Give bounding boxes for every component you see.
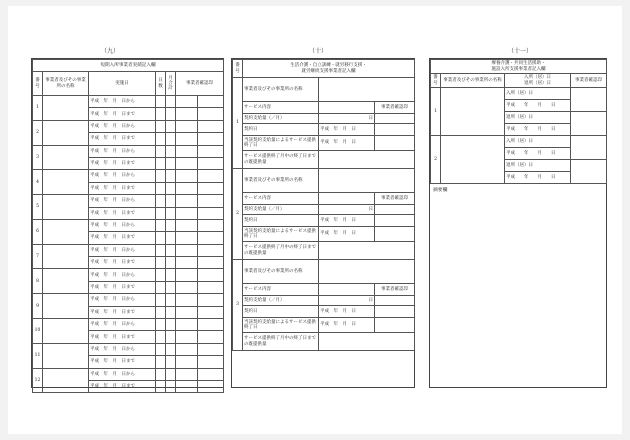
table-row	[33, 219, 224, 231]
panel-c-frame	[429, 58, 607, 388]
field-label-volume: 契約支給量（／月）	[243, 114, 319, 124]
table-row	[33, 319, 224, 331]
confirm-cell-a[interactable]	[176, 356, 198, 368]
table-row	[233, 169, 415, 193]
confirm-cell-a[interactable]	[176, 219, 198, 231]
provider-name-cell[interactable]	[43, 145, 89, 170]
table-row	[33, 244, 224, 256]
days-cell[interactable]	[156, 380, 166, 392]
days-cell[interactable]	[156, 133, 166, 145]
monthly-total-cell[interactable]	[166, 368, 176, 380]
start-date-cell[interactable]: 平成 年 月 日から	[89, 219, 156, 231]
end-date-cell[interactable]: 平成 年 月 日まで	[89, 380, 156, 392]
confirm-cell-b[interactable]	[198, 257, 224, 269]
confirm-cell-b[interactable]	[198, 356, 224, 368]
confirm-cell[interactable]	[375, 114, 415, 124]
confirm-cell-a[interactable]	[176, 368, 198, 380]
field-label-name: 事業者及びその事業所の名称	[243, 260, 319, 284]
confirm-cell-b[interactable]	[198, 219, 224, 231]
confirm-cell-a[interactable]	[176, 380, 198, 392]
col-days-header: 日数	[156, 72, 166, 96]
confirm-cell-b[interactable]	[198, 182, 224, 194]
provider-name-cell[interactable]	[43, 269, 89, 294]
panel-a-frame	[31, 58, 224, 388]
confirm-cell-a[interactable]	[176, 207, 198, 219]
start-date-cell[interactable]: 平成 年 月 日から	[89, 343, 156, 355]
service-cell[interactable]	[319, 102, 375, 114]
days-cell[interactable]	[156, 269, 166, 281]
table-row	[233, 284, 415, 296]
confirm-cell-b[interactable]	[198, 269, 224, 281]
memo-label: 摘要欄	[433, 188, 448, 193]
table-row	[233, 242, 415, 260]
table-row	[33, 343, 224, 355]
provider-name-cell[interactable]	[319, 78, 415, 102]
volume-cell[interactable]: 日	[319, 205, 375, 215]
days-cell[interactable]	[156, 157, 166, 169]
start-date-cell[interactable]: 平成 年 月 日から	[89, 294, 156, 306]
end-date-cell[interactable]: 平成 年 月 日まで	[89, 257, 156, 269]
monthly-total-cell[interactable]	[166, 182, 176, 194]
confirm-cell[interactable]	[375, 296, 415, 306]
confirm-cell-a[interactable]	[176, 306, 198, 318]
end-date-cell[interactable]: 平成 年 月 日まで	[89, 281, 156, 293]
document-sheet	[8, 6, 622, 434]
col-confirm-header: 事業者確認印	[176, 72, 224, 96]
confirm-cell[interactable]: 事業者確認印	[375, 102, 415, 114]
days-cell[interactable]	[156, 281, 166, 293]
row-number: 1	[431, 88, 441, 136]
admission-label[interactable]: 入所（居）日	[505, 136, 571, 148]
provider-name-cell[interactable]	[319, 169, 415, 193]
confirm-cell[interactable]	[375, 205, 415, 215]
end-date-cell[interactable]: 平成 年 月 日まで	[89, 182, 156, 194]
table-row	[233, 136, 415, 151]
days-cell[interactable]	[156, 120, 166, 132]
start-date-cell[interactable]: 平成 年 月 日から	[89, 368, 156, 380]
table-row	[33, 145, 224, 157]
remaining-volume-cell[interactable]	[319, 242, 415, 260]
row-number: 10	[33, 319, 43, 344]
row-number: 5	[33, 195, 43, 220]
table-row	[233, 193, 415, 205]
row-number: 2	[233, 169, 243, 260]
table-row	[33, 120, 224, 132]
date-cell[interactable]: 平成 年 月 日	[319, 215, 375, 227]
confirm-cell-b[interactable]	[198, 343, 224, 355]
provider-name-cell[interactable]	[43, 244, 89, 269]
table-row	[33, 368, 224, 380]
confirm-cell[interactable]	[375, 136, 415, 151]
end-date-cell[interactable]: 平成 年 月 日まで	[89, 157, 156, 169]
monthly-total-cell[interactable]	[166, 195, 176, 207]
field-label-service: サービス内容	[243, 102, 319, 114]
daytime-service-table	[232, 59, 415, 351]
provider-name-cell[interactable]	[441, 88, 505, 136]
start-date-cell[interactable]: 平成 年 月 日から	[89, 145, 156, 157]
date-cell[interactable]: 平成 年 月 日	[319, 306, 375, 318]
provider-name-cell[interactable]	[43, 120, 89, 145]
confirm-cell-b[interactable]	[198, 244, 224, 256]
table-row	[233, 78, 415, 102]
field-label-end_date: 当該契約支給量によるサービス提供終了日	[243, 136, 319, 151]
provider-name-cell[interactable]	[43, 170, 89, 195]
table-row	[431, 136, 607, 148]
confirm-cell-b[interactable]	[198, 96, 224, 108]
discharge-label[interactable]: 退所（居）日	[505, 112, 571, 124]
provider-name-cell[interactable]	[43, 319, 89, 344]
date-cell[interactable]: 平成 年 月 日	[319, 227, 375, 242]
monthly-total-cell[interactable]	[166, 170, 176, 182]
discharge-label[interactable]: 退所（居）日	[505, 160, 571, 172]
confirm-cell-b[interactable]	[198, 170, 224, 182]
table-row	[233, 205, 415, 215]
confirm-cell-a[interactable]	[176, 232, 198, 244]
field-label-name: 事業者及びその事業所の名称	[243, 78, 319, 102]
admission-label[interactable]: 入所（居）日	[505, 88, 571, 100]
date-cell[interactable]: 平成 年 月 日	[319, 124, 375, 136]
monthly-total-cell[interactable]	[166, 244, 176, 256]
confirm-cell[interactable]	[375, 318, 415, 333]
days-cell[interactable]	[156, 232, 166, 244]
confirm-cell-b[interactable]	[198, 306, 224, 318]
provider-name-cell[interactable]	[319, 260, 415, 284]
confirm-cell-b[interactable]	[198, 331, 224, 343]
admission-date-cell[interactable]: 平成 年 月 日	[505, 148, 571, 160]
provider-name-cell[interactable]	[43, 368, 89, 393]
confirm-cell[interactable]: 事業者確認印	[375, 284, 415, 296]
monthly-total-cell[interactable]	[166, 207, 176, 219]
row-number: 7	[33, 244, 43, 269]
days-cell[interactable]	[156, 319, 166, 331]
memo-area[interactable]	[430, 183, 606, 388]
confirm-cell-a[interactable]	[176, 145, 198, 157]
field-label-service: サービス内容	[243, 193, 319, 205]
end-date-cell[interactable]: 平成 年 月 日まで	[89, 108, 156, 120]
row-number: 12	[33, 368, 43, 393]
table-row	[233, 306, 415, 318]
table-row	[233, 296, 415, 306]
confirm-cell-a[interactable]	[176, 195, 198, 207]
table-row	[233, 151, 415, 169]
days-cell[interactable]	[156, 343, 166, 355]
days-cell[interactable]	[156, 331, 166, 343]
confirm-cell-a[interactable]	[176, 108, 198, 120]
c-name-header: 事業者及びその事業所の名称	[441, 74, 505, 88]
end-date-cell[interactable]: 平成 年 月 日まで	[89, 133, 156, 145]
panel-b-label: （十）	[308, 48, 327, 55]
confirm-cell-a[interactable]	[176, 331, 198, 343]
confirm-cell-a[interactable]	[176, 96, 198, 108]
provider-name-cell[interactable]	[441, 136, 505, 184]
days-cell[interactable]	[156, 368, 166, 380]
monthly-total-cell[interactable]	[166, 356, 176, 368]
end-date-cell[interactable]: 平成 年 月 日まで	[89, 356, 156, 368]
row-number: 2	[431, 136, 441, 184]
start-date-cell[interactable]: 平成 年 月 日から	[89, 120, 156, 132]
days-cell[interactable]	[156, 170, 166, 182]
c-confirm-header: 事業者確認印	[571, 74, 607, 88]
provider-name-cell[interactable]	[43, 219, 89, 244]
table-row	[233, 318, 415, 333]
confirm-cell[interactable]	[375, 124, 415, 136]
row-number: 1	[33, 96, 43, 121]
monthly-total-cell[interactable]	[166, 319, 176, 331]
provider-name-cell[interactable]	[43, 343, 89, 368]
end-date-cell[interactable]: 平成 年 月 日まで	[89, 331, 156, 343]
panel-a-label: （九）	[100, 48, 119, 55]
start-date-cell[interactable]: 平成 年 月 日から	[89, 170, 156, 182]
confirm-cell[interactable]	[375, 306, 415, 318]
field-label-contract_date: 契約日	[243, 215, 319, 227]
confirm-cell-a[interactable]	[176, 157, 198, 169]
col-number-header: 番号	[33, 72, 43, 96]
confirm-cell-b[interactable]	[198, 157, 224, 169]
table-row	[233, 260, 415, 284]
confirm-cell-b[interactable]	[198, 294, 224, 306]
table-row	[233, 114, 415, 124]
confirm-cell-b[interactable]	[198, 133, 224, 145]
monthly-total-cell[interactable]	[166, 108, 176, 120]
monthly-total-cell[interactable]	[166, 269, 176, 281]
confirm-cell[interactable]	[571, 88, 607, 112]
confirm-cell[interactable]	[571, 112, 607, 136]
row-number: 3	[33, 145, 43, 170]
confirm-cell-a[interactable]	[176, 244, 198, 256]
discharge-date-cell[interactable]: 平成 年 月 日	[505, 172, 571, 184]
short-stay-table	[32, 59, 224, 393]
table-row	[233, 333, 415, 351]
confirm-cell-b[interactable]	[198, 207, 224, 219]
row-number: 3	[233, 260, 243, 351]
residential-title: 療養介護・共同生活援助・ 施設入所支援事業者記入欄	[431, 60, 607, 74]
confirm-cell-b[interactable]	[198, 195, 224, 207]
end-date-cell[interactable]: 平成 年 月 日まで	[89, 207, 156, 219]
days-cell[interactable]	[156, 182, 166, 194]
monthly-total-cell[interactable]	[166, 133, 176, 145]
table-row	[33, 170, 224, 182]
monthly-total-cell[interactable]	[166, 145, 176, 157]
days-cell[interactable]	[156, 145, 166, 157]
confirm-cell-b[interactable]	[198, 368, 224, 380]
monthly-total-cell[interactable]	[166, 157, 176, 169]
confirm-cell-a[interactable]	[176, 269, 198, 281]
c-dates-header: 入所（居）日 退所（居）日	[505, 74, 571, 88]
remaining-volume-cell[interactable]	[319, 333, 415, 351]
confirm-cell-b[interactable]	[198, 120, 224, 132]
confirm-cell-a[interactable]	[176, 281, 198, 293]
confirm-cell-b[interactable]	[198, 232, 224, 244]
daytime-service-title: 生活介護・自立訓練・就労移行支援・ 就労継続支援事業者記入欄	[243, 60, 415, 78]
days-cell[interactable]	[156, 257, 166, 269]
col-dates-header: 実施日	[89, 72, 156, 96]
remaining-volume-cell[interactable]	[319, 151, 415, 169]
confirm-cell[interactable]	[375, 215, 415, 227]
table-row	[233, 102, 415, 114]
confirm-cell-a[interactable]	[176, 319, 198, 331]
b-number-header: 番号	[233, 60, 243, 78]
row-number: 2	[33, 120, 43, 145]
days-cell[interactable]	[156, 306, 166, 318]
service-cell[interactable]	[319, 284, 375, 296]
monthly-total-cell[interactable]	[166, 294, 176, 306]
provider-name-cell[interactable]	[43, 195, 89, 220]
col-name-header: 事業者及びその事業所の名称	[43, 72, 89, 96]
panel-b-frame	[231, 58, 415, 388]
c-number-header: 番号	[431, 74, 441, 88]
days-cell[interactable]	[156, 108, 166, 120]
residential-table	[430, 59, 607, 184]
table-row	[233, 124, 415, 136]
days-cell[interactable]	[156, 207, 166, 219]
volume-cell[interactable]: 日	[319, 296, 375, 306]
provider-name-cell[interactable]	[43, 294, 89, 319]
discharge-date-cell[interactable]: 平成 年 月 日	[505, 124, 571, 136]
date-cell[interactable]: 平成 年 月 日	[319, 136, 375, 151]
confirm-cell[interactable]: 事業者確認印	[375, 193, 415, 205]
table-row	[233, 215, 415, 227]
short-stay-title: 短期入所事業者実績記入欄	[33, 60, 224, 72]
table-row	[431, 88, 607, 100]
confirm-cell-b[interactable]	[198, 108, 224, 120]
start-date-cell[interactable]: 平成 年 月 日から	[89, 269, 156, 281]
table-row	[33, 269, 224, 281]
field-label-end_date: 当該契約支給量によるサービス提供終了日	[243, 318, 319, 333]
confirm-cell[interactable]	[571, 136, 607, 160]
table-row	[33, 294, 224, 306]
confirm-cell-a[interactable]	[176, 182, 198, 194]
confirm-cell-a[interactable]	[176, 257, 198, 269]
end-date-cell[interactable]: 平成 年 月 日まで	[89, 232, 156, 244]
field-label-remaining: サービス提供終了月中の終了日までの既提供量	[243, 333, 319, 351]
field-label-contract_date: 契約日	[243, 306, 319, 318]
days-cell[interactable]	[156, 96, 166, 108]
monthly-total-cell[interactable]	[166, 380, 176, 392]
field-label-remaining: サービス提供終了月中の終了日までの既提供量	[243, 242, 319, 260]
confirm-cell-a[interactable]	[176, 170, 198, 182]
days-cell[interactable]	[156, 219, 166, 231]
field-label-end_date: 当該契約支給量によるサービス提供終了日	[243, 227, 319, 242]
row-number: 8	[33, 269, 43, 294]
provider-name-cell[interactable]	[43, 96, 89, 121]
col-monthly-header: 月合計	[166, 72, 176, 96]
monthly-total-cell[interactable]	[166, 257, 176, 269]
row-number: 1	[233, 78, 243, 169]
field-label-service: サービス内容	[243, 284, 319, 296]
field-label-name: 事業者及びその事業所の名称	[243, 169, 319, 193]
row-number: 4	[33, 170, 43, 195]
confirm-cell[interactable]	[375, 227, 415, 242]
days-cell[interactable]	[156, 356, 166, 368]
monthly-total-cell[interactable]	[166, 219, 176, 231]
confirm-cell-a[interactable]	[176, 120, 198, 132]
table-row	[233, 227, 415, 242]
confirm-cell-b[interactable]	[198, 380, 224, 392]
field-label-volume: 契約支給量（／月）	[243, 205, 319, 215]
start-date-cell[interactable]: 平成 年 月 日から	[89, 244, 156, 256]
monthly-total-cell[interactable]	[166, 120, 176, 132]
confirm-cell-b[interactable]	[198, 145, 224, 157]
confirm-cell-a[interactable]	[176, 343, 198, 355]
service-cell[interactable]	[319, 193, 375, 205]
monthly-total-cell[interactable]	[166, 306, 176, 318]
row-number: 11	[33, 343, 43, 368]
confirm-cell[interactable]	[571, 160, 607, 184]
table-row	[33, 96, 224, 108]
date-cell[interactable]: 平成 年 月 日	[319, 318, 375, 333]
days-cell[interactable]	[156, 195, 166, 207]
start-date-cell[interactable]: 平成 年 月 日から	[89, 319, 156, 331]
table-row	[33, 195, 224, 207]
days-cell[interactable]	[156, 244, 166, 256]
admission-date-cell[interactable]: 平成 年 月 日	[505, 100, 571, 112]
end-date-cell[interactable]: 平成 年 月 日まで	[89, 306, 156, 318]
monthly-total-cell[interactable]	[166, 232, 176, 244]
monthly-total-cell[interactable]	[166, 343, 176, 355]
field-label-volume: 契約支給量（／月）	[243, 296, 319, 306]
confirm-cell-a[interactable]	[176, 294, 198, 306]
panel-c-label: （十一）	[507, 48, 532, 55]
monthly-total-cell[interactable]	[166, 96, 176, 108]
days-cell[interactable]	[156, 294, 166, 306]
confirm-cell-b[interactable]	[198, 319, 224, 331]
monthly-total-cell[interactable]	[166, 281, 176, 293]
row-number: 9	[33, 294, 43, 319]
volume-cell[interactable]: 日	[319, 114, 375, 124]
field-label-contract_date: 契約日	[243, 124, 319, 136]
start-date-cell[interactable]: 平成 年 月 日から	[89, 96, 156, 108]
confirm-cell-b[interactable]	[198, 281, 224, 293]
start-date-cell[interactable]: 平成 年 月 日から	[89, 195, 156, 207]
field-label-remaining: サービス提供終了月中の終了日までの既提供量	[243, 151, 319, 169]
row-number: 6	[33, 219, 43, 244]
confirm-cell-a[interactable]	[176, 133, 198, 145]
monthly-total-cell[interactable]	[166, 331, 176, 343]
